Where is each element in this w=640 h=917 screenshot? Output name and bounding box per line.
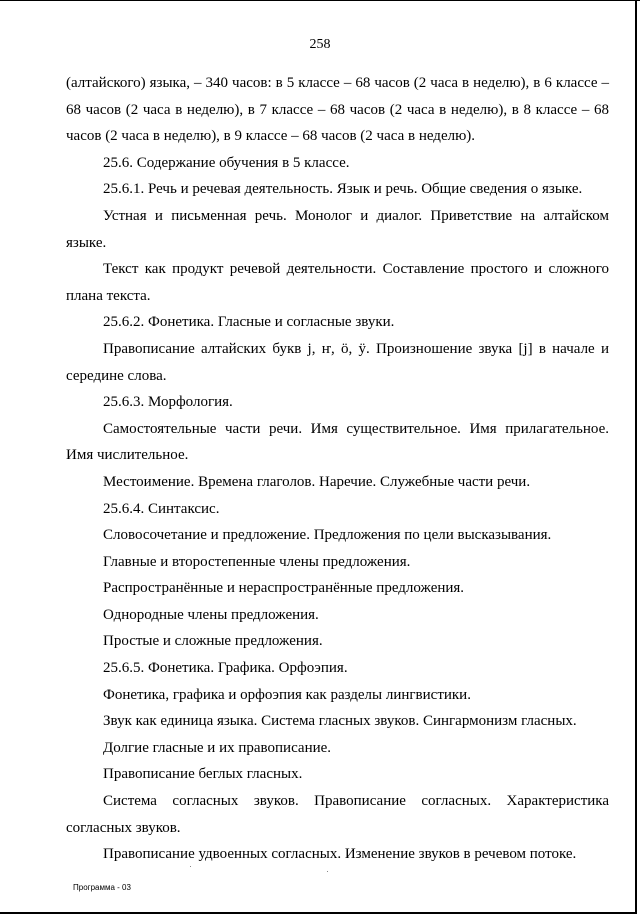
footer-label: Программа - 03 [73,883,131,892]
paragraph-9: Самостоятельные части речи. Имя существительное. Имя прилагательное. Имя числительное. [66,420,609,464]
paragraph-20: Долгие гласные и их правописание. [103,739,332,756]
paragraph-19: Звук как единица языка. Система гласных звуков. Сингармонизм гласных. [103,713,577,730]
paragraph-2: 25.6. Содержание обучения в 5 классе. [103,154,350,171]
scan-speck [327,871,328,872]
paragraph-7: Правописание алтайских букв j, ҥ, ӧ, ӱ. Произношение звука [j] в начале и середине слова. [66,340,609,384]
paragraph-4: Устная и письменная речь. Монолог и диалог. Приветствие на алтайском языке. [66,207,609,251]
paragraph-22: Система согласных звуков. Правописание согласных. Характеристика согласных звуков. [66,793,609,836]
scan-speck [190,866,191,867]
paragraph-18: Фонетика, графика и орфоэпия как разделы лингвистики. [103,686,471,703]
paragraph-8: 25.6.3. Морфология. [103,394,233,411]
paragraph-5: Текст как продукт речевой деятельности. Составление простого и сложного плана текста. [66,261,609,304]
paragraph-14: Распространённые и нераспространённые предложения. [103,580,465,597]
paragraph-6: 25.6.2. Фонетика. Гласные и согласные звуки. [103,314,395,331]
paragraph-3: 25.6.1. Речь и речевая деятельность. Язык и речь. Общие сведения о языке. [103,181,583,198]
paragraph-12: Словосочетание и предложение. Предложения по цели высказывания. [103,527,552,544]
paragraph-10: Местоимение. Времена глаголов. Наречие. Служебные части речи. [103,473,531,490]
paragraph-21: Правописание беглых гласных. [103,766,303,783]
paragraph-11: 25.6.4. Синтаксис. [103,500,220,517]
paragraph-23: Правописание удвоенных согласных. Изменение звуков в речевом потоке. [103,846,577,863]
document-body [66,70,609,868]
page-number: 258 [309,37,331,52]
paragraph-17: 25.6.5. Фонетика. Графика. Орфоэпия. [103,660,348,677]
paragraph-15: Однородные члены предложения. [103,606,319,623]
paragraph-13: Главные и второстепенные члены предложения. [103,553,411,570]
paragraph-1: (алтайского) языка, – 340 часов: в 5 классе – 68 часов (2 часа в неделю), в 6 классе – 68 часов (2 часа в неделю), в 7 классе – 68 часов (2 часа в неделю), в 8 классе – 68 часов (2 часа в неделю), в 9 классе – 68 часов (2 часа в неделю). [66,75,609,145]
paragraph-16: Простые и сложные предложения. [103,633,323,650]
